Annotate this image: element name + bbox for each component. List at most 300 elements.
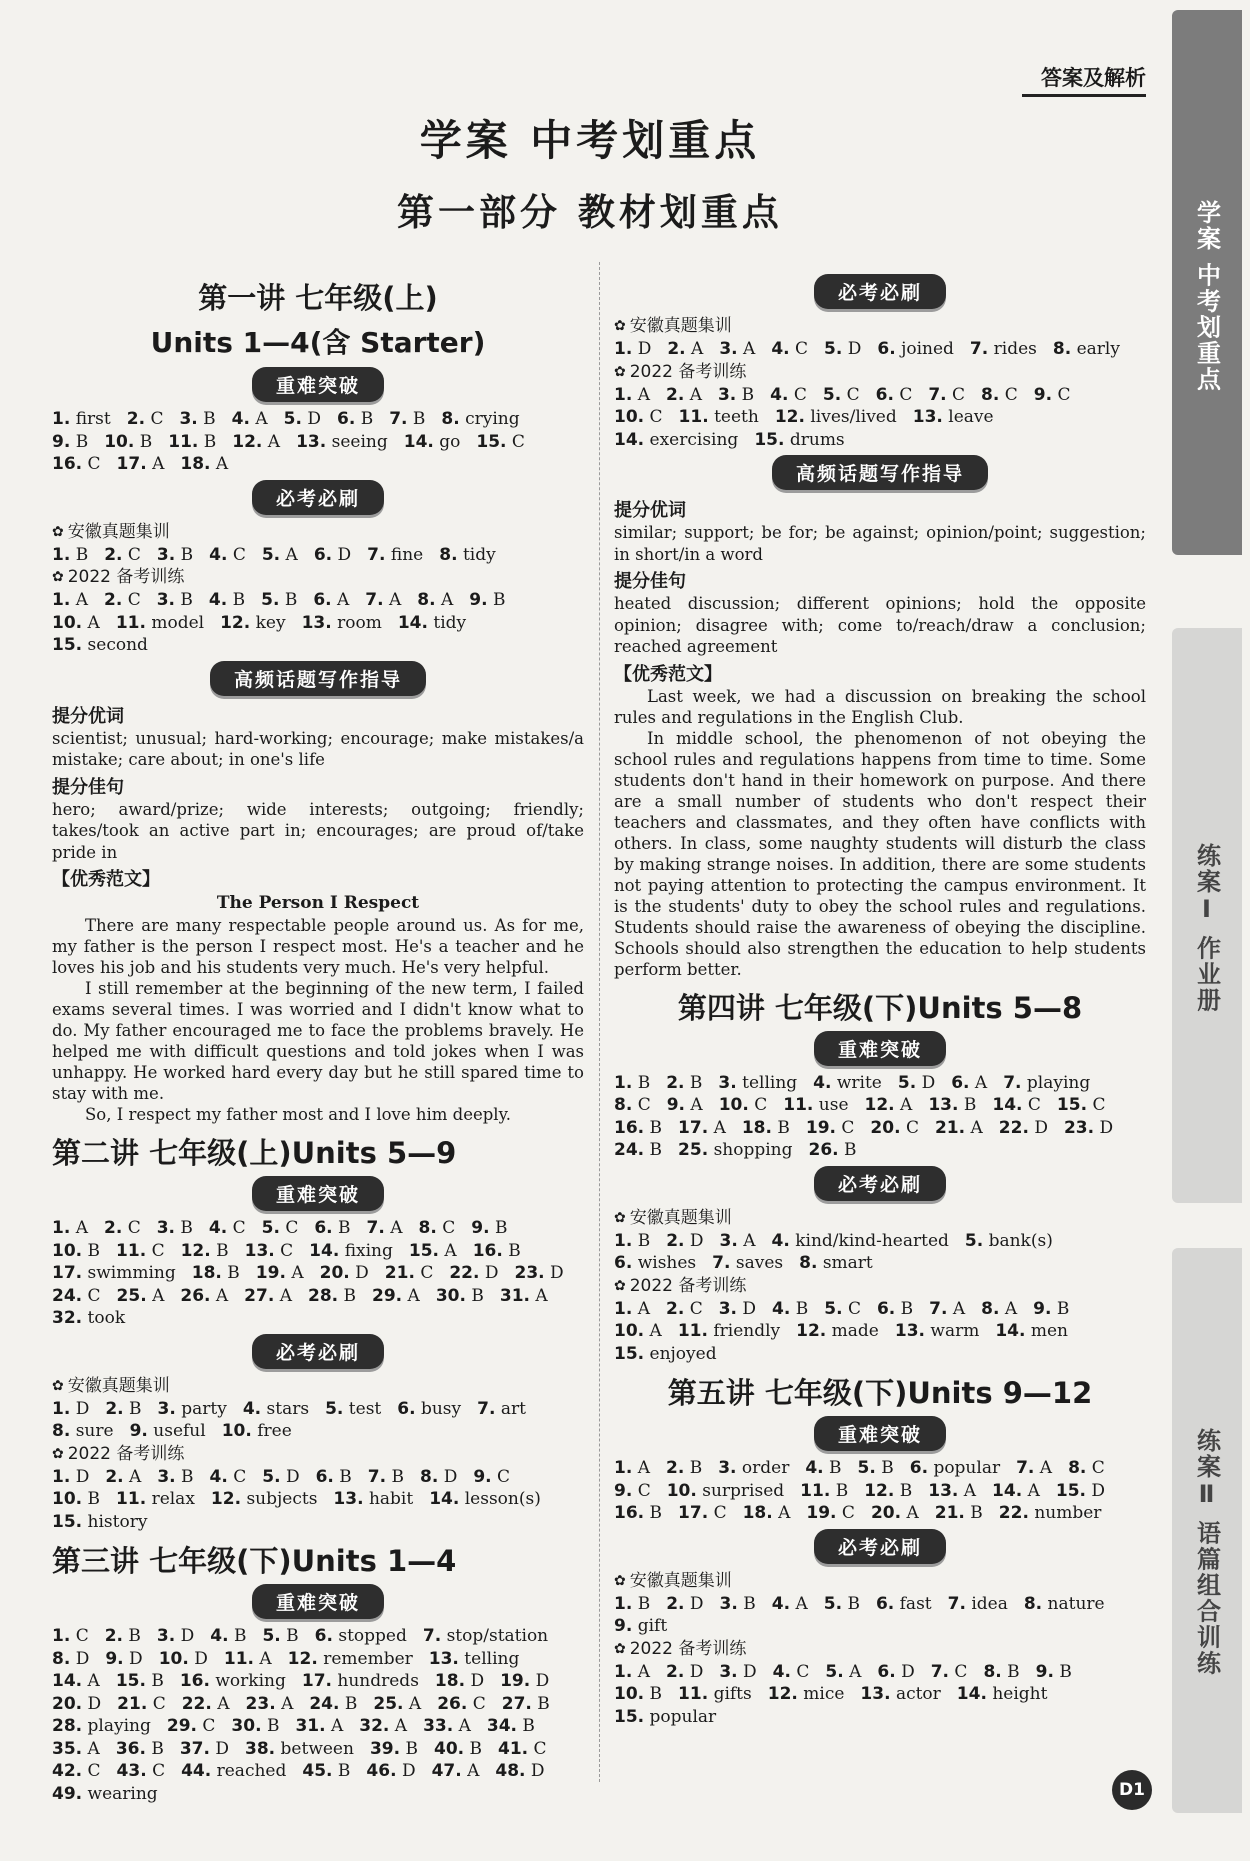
answer-value: D	[307, 409, 321, 429]
answer-number: 5.	[824, 1298, 843, 1319]
answer-item	[910, 1457, 1000, 1480]
answer-item	[313, 589, 349, 612]
answer-value: C	[151, 1240, 165, 1261]
flower-icon: ✿	[614, 1640, 626, 1657]
answer-number: 1.	[52, 1466, 71, 1487]
page-title: 学案 中考划重点	[419, 116, 761, 165]
essay-paragraph: I still remember at the beginning of the new term, I failed exams several times. I was worried and I didn't know what to do. My father encouraged me to face the problems bravely. He helped me with difficult questions and told jokes when I was unhappy. He worked hard every day but he still spared time to stay with me.	[52, 979, 584, 1103]
answer-number: 8.	[1023, 1593, 1043, 1614]
answer-number: 1.	[52, 1626, 71, 1646]
answer-number: 16.	[179, 1671, 210, 1691]
answer-item	[1003, 1072, 1090, 1095]
answer-number: 2.	[665, 1661, 685, 1682]
answer-number: 47.	[431, 1761, 462, 1781]
answer-value: C	[280, 1240, 294, 1261]
answer-number: 24.	[52, 1285, 83, 1306]
answer-value: working	[215, 1671, 286, 1691]
answer-number: 23.	[245, 1693, 276, 1714]
answer-number: 15.	[754, 429, 785, 450]
answer-number: 27.	[244, 1285, 275, 1306]
answer-item	[1064, 1117, 1113, 1140]
answer-number: 16.	[614, 1503, 645, 1523]
answer-item	[419, 1217, 456, 1240]
answer-number: 1.	[52, 1218, 71, 1238]
answer-item	[116, 1488, 195, 1511]
answer-number: 10.	[614, 1321, 645, 1341]
answer-value: D	[443, 1466, 458, 1487]
answer-value: B	[284, 590, 298, 610]
essay-paragraph: There are many respectable people around us. As for me, my father is the person I respect most. He's a teacher and he loves his job and his students very much. He's very helpful.	[52, 916, 584, 977]
answer-value: B	[970, 1503, 983, 1523]
answer-list	[614, 1230, 1146, 1275]
answer-number: 9.	[1033, 1298, 1052, 1319]
answer-item	[877, 1661, 914, 1684]
answer-value: men	[1030, 1321, 1069, 1341]
answer-number: 6.	[877, 339, 896, 359]
answer-item	[367, 544, 423, 567]
answer-value: A	[970, 1117, 983, 1138]
answer-item	[858, 1457, 894, 1480]
answer-item	[719, 1298, 756, 1321]
answer-number: 22.	[181, 1693, 212, 1714]
answer-item	[970, 338, 1037, 361]
answer-value: B	[139, 431, 153, 452]
answer-value: A	[87, 1671, 100, 1691]
answer-number: 32.	[359, 1716, 390, 1736]
answer-number: 4.	[772, 1298, 791, 1319]
answer-value: use	[818, 1095, 849, 1115]
answer-item	[720, 1593, 756, 1616]
answer-list	[52, 1398, 584, 1443]
answer-item	[718, 384, 754, 407]
answer-number: 9.	[614, 1480, 633, 1501]
answer-value: B	[391, 1466, 404, 1487]
answer-number: 3.	[718, 1072, 737, 1093]
answer-number: 17.	[116, 454, 147, 474]
answer-value: C	[841, 1117, 855, 1138]
answer-number: 2.	[666, 1593, 685, 1614]
answer-number: 10.	[614, 407, 645, 427]
answer-item	[719, 1094, 768, 1117]
answer-number: 41.	[498, 1738, 529, 1759]
answer-number: 23.	[1063, 1117, 1095, 1138]
answer-number: 6.	[951, 1072, 970, 1093]
answer-item	[105, 1398, 141, 1421]
answer-item	[614, 1661, 650, 1684]
answer-item	[429, 1648, 520, 1671]
answer-number: 6.	[877, 1661, 896, 1682]
answer-value: A	[337, 590, 350, 610]
answer-value: B	[494, 1218, 508, 1238]
answer-number: 14.	[956, 1684, 987, 1704]
flower-icon: ✿	[52, 1445, 64, 1462]
answer-number: 9.	[1035, 1661, 1054, 1682]
answer-list	[614, 1298, 1146, 1366]
answer-number: 6.	[315, 1466, 334, 1487]
answer-value: D	[337, 544, 352, 565]
answer-number: 8.	[420, 1466, 439, 1487]
answer-value: wearing	[87, 1783, 158, 1804]
answer-number: 5.	[262, 1466, 281, 1487]
answer-value: B	[151, 1671, 164, 1691]
sentences-text: hero; award/prize; wide interests; outgoing; friendly; takes/took an active part in; encourages; are proud of/take pride in	[52, 799, 584, 862]
answer-value: A	[267, 431, 281, 452]
answer-value: C	[754, 1095, 768, 1115]
answer-item	[52, 1285, 101, 1308]
essay-paragraph: In middle school, the phenomenon of not obeying the school rules and regulations happens from time to time. Some students don't hand in their homework on purpose. And there are a small number of students who don't respect their teachers and classmates, and they often have conflicts with others. In class, some naughty students will disturb the class by making strange noises. In addition, there are some students not paying attention to protecting the campus environment. It is the students' duty to obey the school rules and regulations. Students should raise the awareness of obeying the discipline. Schools should also strengthen the education to help students perform better.	[614, 728, 1146, 979]
essay-paragraph: Last week, we had a discussion on breaking the school rules and regulations in the English Club.	[614, 686, 1146, 727]
answer-value: history	[87, 1511, 148, 1532]
subsection-header	[614, 1207, 1146, 1230]
answer-value: C	[511, 431, 525, 452]
answer-number: 29.	[372, 1285, 403, 1306]
section-pill: 必考必刷	[252, 1334, 384, 1369]
answer-value: A	[215, 1285, 229, 1306]
answer-item	[167, 1715, 216, 1738]
answer-item	[441, 408, 519, 431]
answer-value: C	[649, 407, 663, 427]
answer-number: 20.	[319, 1263, 350, 1283]
answer-value: B	[522, 1716, 535, 1736]
answer-value: A	[407, 1285, 420, 1306]
answer-value: B	[266, 1716, 280, 1736]
answer-value: nature	[1047, 1593, 1105, 1614]
answer-number: 22.	[998, 1117, 1029, 1138]
answer-number: 8.	[983, 1661, 1002, 1682]
answer-value: A	[458, 1716, 471, 1736]
answer-number: 14.	[52, 1671, 83, 1691]
answer-number: 28.	[307, 1285, 339, 1306]
answer-item	[614, 1252, 696, 1275]
answer-value: teeth	[714, 407, 759, 427]
answer-item	[116, 612, 204, 635]
answer-value: B	[203, 431, 217, 452]
answer-item	[1053, 338, 1120, 361]
answer-item	[809, 1139, 857, 1162]
answer-number: 42.	[52, 1761, 83, 1781]
answer-value: D	[689, 1230, 704, 1251]
answer-item	[928, 1480, 976, 1503]
answer-number: 6.	[909, 1458, 929, 1478]
answer-value: bank(s)	[988, 1230, 1053, 1251]
answer-value: useful	[153, 1421, 206, 1441]
answer-number: 18.	[434, 1671, 466, 1691]
section-pill: 必考必刷	[814, 1529, 946, 1564]
answer-number: 15.	[115, 1671, 146, 1691]
answer-item	[302, 1670, 419, 1693]
answer-item	[743, 1502, 791, 1525]
answer-number: 43.	[116, 1761, 147, 1781]
answer-item	[469, 589, 505, 612]
answer-value: key	[255, 612, 286, 633]
answer-item	[799, 1252, 873, 1275]
answer-item	[981, 384, 1018, 407]
answer-value: C	[637, 1095, 651, 1115]
subsection-title: 2022 备考训练	[67, 567, 185, 587]
answer-value: C	[127, 1218, 141, 1238]
answer-item	[52, 1648, 89, 1671]
answer-number: 4.	[771, 1593, 791, 1614]
answer-item	[295, 1715, 343, 1738]
answer-value: B	[881, 1458, 894, 1478]
answer-number: 14.	[309, 1240, 340, 1261]
answer-number: 3.	[719, 1661, 738, 1682]
answer-number: 14.	[403, 431, 434, 452]
answer-value: B	[847, 1593, 860, 1614]
answer-item	[52, 1420, 114, 1443]
flower-icon: ✿	[52, 1377, 64, 1394]
answer-number: 8.	[52, 1648, 71, 1669]
answer-value: C	[87, 1761, 101, 1781]
answer-number: 4.	[231, 409, 250, 429]
answer-number: 2.	[105, 1398, 124, 1419]
answer-item	[104, 544, 141, 567]
answer-number: 11.	[678, 1684, 709, 1704]
answer-item	[209, 1217, 246, 1240]
answer-value: A	[75, 590, 88, 610]
answer-item	[404, 431, 461, 454]
answer-number: 9.	[614, 1616, 633, 1636]
tab-lianan-1[interactable]	[1172, 628, 1242, 1203]
answer-value: B	[75, 544, 89, 565]
answer-item	[679, 406, 759, 429]
answer-value: A	[1039, 1458, 1053, 1478]
answer-value: A	[394, 1716, 408, 1736]
answer-value: D	[129, 1648, 143, 1669]
answer-number: 11.	[168, 431, 199, 452]
answer-item	[477, 1398, 526, 1421]
answer-number: 6.	[313, 544, 333, 565]
answer-value: B	[338, 1218, 351, 1238]
answer-number: 15.	[1055, 1480, 1086, 1501]
answer-value: C	[202, 1716, 216, 1736]
answer-item	[772, 1230, 949, 1253]
answer-value: D	[484, 1263, 499, 1283]
answer-number: 5.	[823, 1593, 843, 1614]
answer-item	[52, 1670, 100, 1693]
answer-value: reached	[216, 1761, 287, 1781]
section-pill: 重难突破	[252, 1584, 384, 1619]
section-pill: 重难突破	[252, 367, 384, 402]
answer-value: playing	[1026, 1072, 1091, 1093]
answer-value: tidy	[462, 544, 496, 565]
flower-icon: ✿	[614, 363, 626, 380]
answer-value: surprised	[702, 1480, 785, 1501]
answer-value: A	[795, 1593, 808, 1614]
answer-number: 23.	[514, 1263, 545, 1283]
answer-item	[935, 1117, 983, 1140]
answer-value: shopping	[713, 1140, 793, 1160]
answer-number: 11.	[800, 1480, 831, 1501]
answer-item	[719, 1661, 756, 1684]
answer-value: D	[1034, 1117, 1048, 1138]
answer-item	[417, 589, 453, 612]
answer-item	[157, 1625, 194, 1648]
answer-value: C	[905, 1117, 919, 1138]
answer-number: 12.	[796, 1321, 827, 1341]
answer-number: 7.	[389, 409, 408, 429]
answer-item	[52, 1398, 89, 1421]
answer-number: 10.	[221, 1421, 252, 1441]
answer-number: 3.	[156, 1218, 175, 1238]
answer-item	[498, 1738, 547, 1761]
answer-value: C	[127, 590, 141, 610]
answer-number: 8.	[981, 384, 1000, 405]
answer-item	[157, 1217, 193, 1240]
section-pill: 高频话题写作指导	[772, 455, 988, 490]
answer-number: 5.	[964, 1230, 984, 1251]
answer-value: D	[689, 1593, 704, 1614]
answer-value: seeing	[331, 431, 388, 452]
label-sentences: 提分佳句	[614, 571, 686, 592]
answer-item	[389, 408, 425, 431]
tab-label: 练案Ⅰ 作业册	[1192, 843, 1221, 1014]
answer-item	[182, 1693, 230, 1716]
answer-number: 11.	[783, 1095, 814, 1115]
answer-value: A	[408, 1693, 422, 1714]
words-text: similar; support; be for; be against; opinion/point; suggestion; in short/in a word	[614, 523, 1146, 564]
answer-number: 14.	[995, 1321, 1026, 1341]
answer-number: 17.	[678, 1117, 709, 1138]
answer-value: A	[743, 339, 756, 359]
answer-value: fine	[390, 544, 424, 565]
answer-value: A	[974, 1072, 988, 1093]
answer-item	[614, 1139, 662, 1162]
answer-item	[783, 1094, 848, 1117]
answer-value: C	[954, 1661, 968, 1682]
answer-number: 8.	[441, 409, 460, 429]
answer-value: B	[180, 590, 193, 610]
answer-number: 25.	[678, 1140, 709, 1160]
answer-number: 4.	[208, 1218, 228, 1238]
answer-value: B	[344, 1693, 358, 1714]
answer-item	[712, 1252, 783, 1275]
answer-item	[775, 406, 897, 429]
answer-item	[385, 1262, 434, 1285]
section-pill: 重难突破	[814, 1031, 946, 1066]
answer-value: D	[535, 1671, 550, 1691]
answer-item	[772, 1298, 808, 1321]
answer-list	[614, 338, 1146, 361]
tab-xuean[interactable]	[1172, 10, 1242, 555]
answer-number: 18.	[180, 454, 211, 474]
answer-number: 1.	[614, 339, 633, 359]
answer-item	[261, 589, 297, 612]
answer-list	[52, 1217, 584, 1330]
tab-label: 练案Ⅱ 语篇组合训练	[1192, 1428, 1221, 1677]
answer-number: 3.	[179, 409, 198, 429]
answer-item	[52, 1783, 158, 1806]
answer-item	[105, 1466, 141, 1489]
answer-number: 45.	[302, 1761, 333, 1781]
answer-number: 14.	[614, 429, 645, 450]
answer-number: 9.	[1033, 384, 1053, 405]
answer-item	[1033, 1298, 1069, 1321]
answer-number: 12.	[287, 1648, 318, 1669]
subsection-header	[614, 361, 1146, 384]
answer-number: 1.	[614, 1593, 633, 1614]
answer-value: crying	[465, 409, 520, 429]
answer-number: 20.	[870, 1503, 902, 1523]
answer-number: 16.	[472, 1240, 503, 1261]
answer-item	[180, 1285, 228, 1308]
answer-number: 6.	[314, 1626, 333, 1646]
answer-value: height	[992, 1684, 1048, 1704]
answer-value: B	[286, 1626, 299, 1646]
answer-value: A	[900, 1095, 913, 1115]
answer-number: 49.	[52, 1783, 83, 1804]
answer-item	[429, 1488, 541, 1511]
answer-number: 12.	[767, 1684, 798, 1704]
answer-value: B	[181, 1466, 194, 1487]
answer-item	[992, 1480, 1040, 1503]
answer-number: 13.	[296, 431, 327, 452]
answer-item	[314, 1217, 350, 1240]
answer-item	[614, 1683, 662, 1706]
answer-number: 10.	[614, 1684, 645, 1704]
answer-item	[614, 1615, 667, 1638]
answer-number: 2.	[665, 384, 685, 405]
answer-item	[871, 1502, 919, 1525]
answer-value: B	[405, 1738, 418, 1759]
answer-item	[876, 384, 913, 407]
answer-number: 22.	[998, 1503, 1029, 1523]
answer-number: 21.	[117, 1693, 148, 1714]
answer-value: A	[691, 339, 704, 359]
answer-value: drums	[789, 429, 845, 450]
answer-value: C	[420, 1263, 434, 1283]
answer-item	[366, 1760, 415, 1783]
answer-number: 11.	[116, 1489, 147, 1509]
answer-value: A	[75, 1218, 88, 1238]
answer-item	[718, 1072, 797, 1095]
answer-item	[667, 1480, 784, 1503]
answer-number: 18.	[191, 1263, 222, 1283]
answer-value: A	[152, 1285, 165, 1306]
answer-item	[309, 1693, 357, 1716]
answer-item	[127, 408, 164, 431]
answer-list	[52, 408, 584, 476]
answer-number: 13.	[912, 407, 943, 427]
answer-item	[262, 1466, 299, 1489]
answer-item	[614, 1343, 717, 1366]
answer-number: 15.	[52, 635, 83, 655]
answer-item	[52, 589, 88, 612]
part-title: 第一部分 教材划重点	[397, 191, 783, 234]
answer-number: 10.	[52, 612, 83, 633]
answer-item	[116, 1738, 164, 1761]
answer-value: second	[87, 635, 148, 655]
answer-number: 6.	[336, 409, 356, 429]
answer-number: 1.	[614, 1072, 633, 1093]
answer-item	[806, 1117, 855, 1140]
answer-item	[614, 1117, 662, 1140]
answer-number: 37.	[179, 1738, 210, 1759]
answer-item	[500, 1670, 549, 1693]
answer-number: 8.	[1052, 339, 1072, 359]
answer-value: B	[777, 1117, 790, 1138]
subsection-title: 2022 备考训练	[629, 361, 747, 382]
answer-number: 17.	[301, 1671, 332, 1691]
answer-value: A	[649, 1321, 662, 1341]
tab-lianan-2[interactable]	[1172, 1248, 1242, 1813]
answer-number: 11.	[678, 407, 709, 427]
label-essay: 【优秀范文】	[52, 869, 160, 890]
answer-value: D	[470, 1671, 485, 1691]
answer-item	[52, 1262, 176, 1285]
answer-value: D	[401, 1761, 416, 1781]
section-pill: 必考必刷	[252, 480, 384, 515]
